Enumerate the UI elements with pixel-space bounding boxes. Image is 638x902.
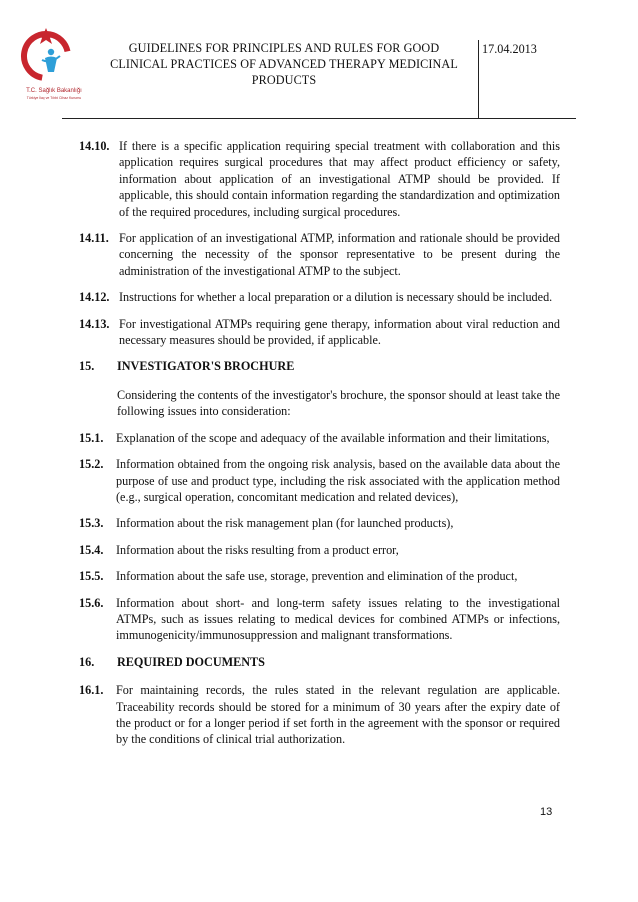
document-title xyxy=(90,40,478,88)
list-item xyxy=(79,430,560,446)
list-item xyxy=(79,515,560,531)
item-text: For maintaining records, the rules stated in the relevant regulation are applicable. Traceability records should be stored for a minimum of 30 years after the expiry date of the product or for a longer period if set forth in the agreement with the sponsor or required by the conditions of clinical trial authorization. xyxy=(116,683,560,747)
section-number: 16. xyxy=(79,654,95,669)
logo-text: T.C. Sağlık Bakanlığı xyxy=(26,88,82,94)
list-item xyxy=(79,316,560,349)
page-header xyxy=(20,22,576,118)
list-item xyxy=(79,595,560,644)
header-vertical-divider xyxy=(478,40,479,118)
item-text: Information about the risks resulting from a product error, xyxy=(116,542,399,557)
list-item xyxy=(79,456,560,505)
item-text: For application of an investigational ATMP, information and rationale should be provided concerning the necessity of the sponsor representative to be present during the administration of the investigational ATMP to the subject. xyxy=(119,231,560,278)
item-number: 15.5. xyxy=(79,569,104,584)
document-date: 17.04.2013 xyxy=(482,42,537,56)
item-text: Explanation of the scope and adequacy of the available information and their limitations, xyxy=(116,430,550,445)
ministry-logo xyxy=(20,22,86,110)
section-intro: Considering the contents of the investigator's brochure, the sponsor should at least take the following issues into consideration: xyxy=(117,387,560,419)
section-title: REQUIRED DOCUMENTS xyxy=(117,654,265,669)
section-heading-16 xyxy=(79,654,560,670)
item-number: 15.1. xyxy=(79,430,104,445)
list-item xyxy=(79,230,560,279)
title-line: PRODUCTS xyxy=(251,73,317,87)
document-body xyxy=(79,138,560,758)
item-number: 16.1. xyxy=(79,683,104,698)
item-text: Instructions for whether a local preparation or a dilution is necessary should be included. xyxy=(119,290,553,305)
list-item xyxy=(79,289,560,305)
list-item xyxy=(79,138,560,220)
item-number: 15.6. xyxy=(79,595,104,610)
title-line: GUIDELINES FOR PRINCIPLES AND RULES FOR GOOD xyxy=(128,41,440,55)
item-number: 14.13. xyxy=(79,316,110,331)
list-item xyxy=(79,682,560,748)
list-item xyxy=(79,568,560,584)
crescent-star-logo-icon xyxy=(20,22,86,88)
item-number: 15.3. xyxy=(79,516,104,531)
section-number: 15. xyxy=(79,359,95,374)
item-number: 15.2. xyxy=(79,457,104,472)
logo-subtext: Türkiye İlaç ve Tıbbi Cihaz Kurumu xyxy=(26,96,82,100)
list-item xyxy=(79,542,560,558)
item-text: Information about the risk management plan (for launched products), xyxy=(116,516,454,531)
page-number: 13 xyxy=(540,806,553,818)
item-text: Information about the safe use, storage, prevention and elimination of the product, xyxy=(116,569,518,584)
section-title: INVESTIGATOR'S BROCHURE xyxy=(117,359,295,374)
item-text: For investigational ATMPs requiring gene therapy, information about viral reduction and necessary measures should be provided, if applicable. xyxy=(119,316,560,348)
section-heading-15 xyxy=(79,358,560,374)
title-line: CLINICAL PRACTICES OF ADVANCED THERAPY MEDICINAL xyxy=(110,57,458,71)
item-number: 14.10. xyxy=(79,139,110,153)
item-text: If there is a specific application requiring special treatment with collaboration and this application requires surgical procedures that may affect product efficiency or safety, information about application of an investigational ATMP should be provided. If applicable, this should contain information regarding the standardization and optimization of the required procedures, including surgical procedures. xyxy=(119,139,560,219)
header-horizontal-divider xyxy=(62,118,576,119)
item-number: 14.11. xyxy=(79,231,109,246)
item-text: Information about short- and long-term safety issues relating to the investigational ATMPs, such as issues relating to medical devices for combined ATMPs or infections, immunogenicity/immunosuppression and malignant transformations. xyxy=(116,595,560,643)
item-text: Information obtained from the ongoing risk analysis, based on the available data about the purpose of use and product type, including the risk associated with the application method (e.g., surgical operation, concomitant medication and related devices), xyxy=(116,457,560,504)
item-number: 14.12. xyxy=(79,290,110,305)
item-number: 15.4. xyxy=(79,542,104,557)
